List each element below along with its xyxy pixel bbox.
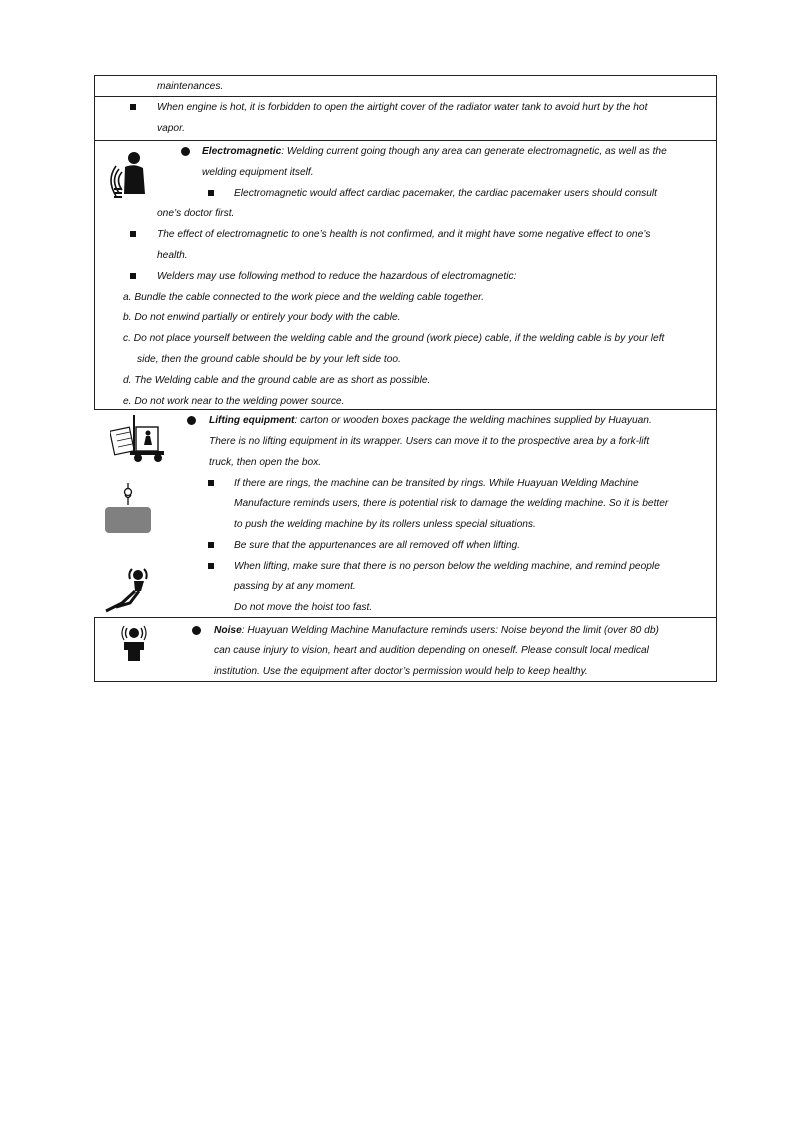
- table-left-border-bottom: [94, 617, 95, 682]
- electromagnetic-intro-rest: : Welding current going though any area can generate electromagnetic, as well as the: [281, 146, 667, 157]
- noise-intro-line1: [214, 624, 659, 637]
- electromagnetic-intro-line2: welding equipment itself.: [202, 167, 314, 178]
- noise-intro-rest: : Huayuan Welding Machine Manufacture reminds users: Noise beyond the limit (over 80 db): [241, 625, 659, 636]
- nobody-line1: When lifting, make sure that there is no person below the welding machine, and remind people: [234, 561, 660, 572]
- pacemaker-line1: Electromagnetic would affect cardiac pacemaker, the cardiac pacemaker users should consult: [234, 188, 657, 199]
- engine-hot-line1: When engine is hot, it is forbidden to open the airtight cover of the radiator water tank to avoid hurt by the hot: [157, 102, 648, 113]
- pacemaker-line2: one’s doctor first.: [157, 208, 235, 219]
- electromagnetic-intro-line1: [202, 145, 667, 158]
- method-d: d. The Welding cable and the ground cable are as short as possible.: [123, 375, 431, 386]
- methods-intro: Welders may use following method to reduce the hazardous of electromagnetic:: [157, 271, 517, 282]
- bullet-square: [130, 273, 136, 279]
- method-c-line2: side, then the ground cable should be by your left side too.: [137, 354, 401, 365]
- row-divider-1: [94, 96, 717, 97]
- lifting-intro-line3: truck, then open the box.: [209, 457, 322, 468]
- table-bottom-border: [94, 681, 717, 682]
- fallen-person-icon: [104, 565, 156, 613]
- noise-line2: can cause injury to vision, heart and audition depending on oneself. Please consult local medical: [214, 645, 649, 656]
- effect-line2: health.: [157, 250, 188, 261]
- bullet-square: [130, 104, 136, 110]
- row-divider-2: [94, 140, 717, 141]
- engine-line0: maintenances.: [157, 81, 224, 92]
- row-divider-3: [94, 409, 717, 410]
- bullet-square: [208, 480, 214, 486]
- method-b: b. Do not enwind partially or entirely your body with the cable.: [123, 312, 401, 323]
- table-right-border: [716, 75, 717, 682]
- engine-hot-line2: vapor.: [157, 123, 185, 134]
- hoist-warning: Do not move the hoist too fast.: [234, 602, 373, 613]
- effect-line1: The effect of electromagnetic to one’s health is not confirmed, and it might have some negative effect to one’s: [157, 229, 651, 240]
- nobody-line2: passing by at any moment.: [234, 581, 356, 592]
- rings-line3: to push the welding machine by its rollers unless special situations.: [234, 519, 536, 530]
- lifting-intro-line1: [209, 414, 652, 427]
- lifting-intro-rest: : carton or wooden boxes package the welding machines supplied by Huayuan.: [294, 415, 652, 426]
- appurtenances: Be sure that the appurtenances are all removed off when lifting.: [234, 540, 520, 551]
- bullet-square: [208, 190, 214, 196]
- electromagnetic-title: Electromagnetic: [202, 146, 282, 157]
- rings-line2: Manufacture reminds users, there is potential risk to damage the welding machine. So it is better: [234, 498, 669, 509]
- lifting-title: Lifting equipment: [209, 415, 295, 426]
- table-top-border: [94, 75, 717, 76]
- bullet-square: [208, 542, 214, 548]
- bullet-dot: [181, 147, 190, 156]
- bullet-dot: [187, 416, 196, 425]
- table-left-border-top: [94, 75, 95, 410]
- row-divider-4: [94, 617, 717, 618]
- hoist-ring-icon: [104, 483, 152, 535]
- noise-line3: institution. Use the equipment after doctor’s permission would help to keep healthy.: [214, 666, 588, 677]
- noise-ear-icon: [118, 624, 150, 662]
- bullet-dot: [192, 626, 201, 635]
- forklift-icon: [110, 413, 168, 463]
- noise-title: Noise: [214, 625, 242, 636]
- method-e: e. Do not work near to the welding power source.: [123, 396, 345, 407]
- lifting-intro-line2: There is no lifting equipment in its wrapper. Users can move it to the prospective area by a fork-lift: [209, 436, 650, 447]
- method-c-line1: c. Do not place yourself between the welding cable and the ground (work piece) cable, if the welding cable is by your left: [123, 333, 665, 344]
- bullet-square: [130, 231, 136, 237]
- rings-line1: If there are rings, the machine can be transited by rings. While Huayuan Welding Machine: [234, 478, 639, 489]
- bullet-square: [208, 563, 214, 569]
- method-a: a. Bundle the cable connected to the work piece and the welding cable together.: [123, 292, 484, 303]
- electromagnetic-warning-icon: [110, 150, 148, 204]
